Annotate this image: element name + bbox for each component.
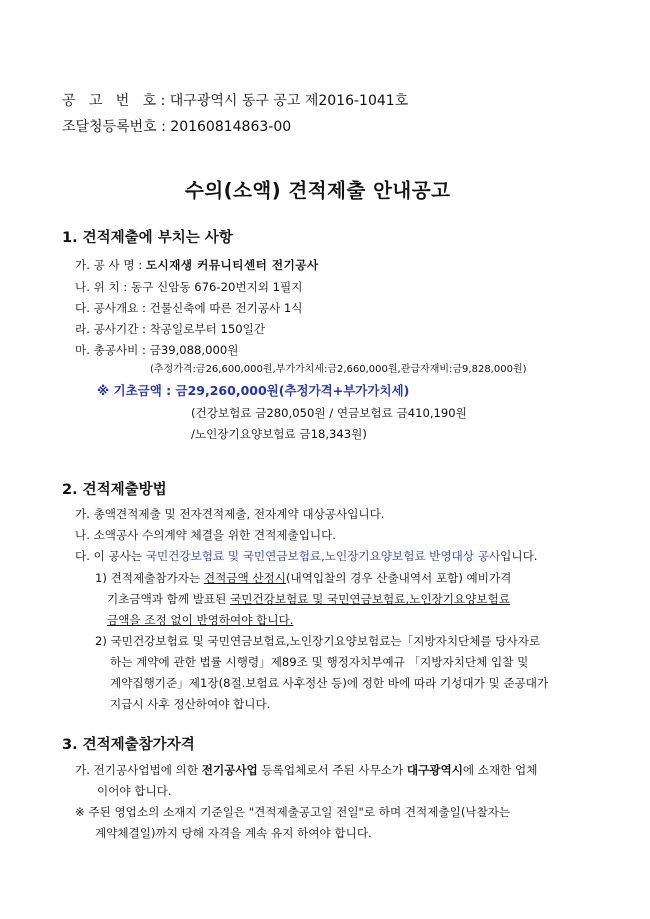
project-name-label: 가. 공 사 명 : <box>75 258 143 272</box>
method-item-c <box>75 548 537 564</box>
qualification-note-line-1: ※ 주된 영업소의 소재지 기준일은 "견적제출공고일 전일"로 하며 견적제출일(낙찰자는 <box>75 805 511 819</box>
sub-item-1-underlined: 견적금액 산정시 <box>203 571 286 585</box>
qualification-electrical-business: 전기공사업 <box>201 763 258 777</box>
section3-heading: 3. 견적제출참가자격 <box>62 737 195 753</box>
registration-number-row <box>62 119 291 135</box>
location-row: 나. 위 치 : 동구 신암동 676-20번지외 1필지 <box>75 280 303 294</box>
insurance-line-1: (건강보험료 금280,050원 / 연금보험료 금410,190원 <box>191 406 467 420</box>
project-name-row <box>75 257 319 273</box>
registration-number-value: 20160814863-00 <box>170 119 292 135</box>
overview-row: 다. 공사개요 : 건물신축에 따른 전기공사 1식 <box>75 301 303 315</box>
sub-item-1-line-1 <box>95 570 511 586</box>
qualification-city: 대구광역시 <box>406 763 463 777</box>
qualification-item-a-suffix: 에 소재한 업체 <box>462 763 538 777</box>
section1-heading: 1. 견적제출에 부치는 사항 <box>62 230 233 246</box>
sub-item-1-line-3: 금액을 조정 없이 반영하여야 합니다. <box>107 613 294 627</box>
sub-item-1-line-2-prefix: 기초금액과 함께 발표된 <box>107 592 231 606</box>
method-item-c-suffix: 입니다. <box>500 549 538 563</box>
method-item-c-highlight: 국민건강보험료 및 국민연금보험료,노인장기요양보험료 반영대상 공사 <box>145 549 501 563</box>
cost-breakdown: (추정가격:금26,600,000원,부가가치세:금2,660,000원,관급자재비:금9,828,000원) <box>150 364 527 375</box>
qualification-note-line-2: 계약체결일)까지 당해 자격을 계속 유지 하여야 합니다. <box>95 826 372 840</box>
method-item-b: 나. 소액공사 수의계약 체결을 위한 견적제출입니다. <box>75 528 336 542</box>
sub-item-1-line-2-underlined: 국민건강보험료 및 국민연금보험료,노인장기요양보험료 <box>230 592 510 606</box>
qualification-item-a-prefix: 가. 전기공사업법에 의한 <box>75 763 202 777</box>
sub-item-2-line-3: 계약집행기준」제1장(8절.보험료 사후정산 등)에 정한 바에 따라 기성대가 및 준공대가 <box>110 676 549 690</box>
insurance-line-2: /노인장기요양보험료 금18,343원) <box>191 427 367 441</box>
method-item-c-prefix: 다. 이 공사는 <box>75 549 146 563</box>
sub-item-2-line-4: 지급시 사후 정산하여야 합니다. <box>110 697 271 711</box>
registration-number-label: 조달청등록번호 : <box>62 119 166 135</box>
project-name-value: 도시재생 커뮤니티센터 전기공사 <box>145 258 319 272</box>
qualification-item-a-line-2: 이어야 합니다. <box>97 784 172 798</box>
sub-item-2-line-1: 2) 국민건강보험료 및 국민연금보험료,노인장기요양보험료는「지방자치단체를 당사자로 <box>95 634 541 648</box>
base-amount: ※ 기초금액 : 금29,260,000원(추정가격+부가가치세) <box>97 383 410 398</box>
notice-number-label: 공 고 번 호 : <box>62 93 166 109</box>
sub-item-1-line-2 <box>107 591 510 607</box>
period-row: 라. 공사기간 : 착공일로부터 150일간 <box>75 322 266 336</box>
sub-item-1-prefix: 1) 견적제출참가자는 <box>95 571 204 585</box>
total-cost-row: 마. 총공사비 : 금39,088,000원 <box>75 343 239 357</box>
notice-number-row <box>62 93 408 109</box>
qualification-item-a-mid: 등록업체로서 주된 사무소가 <box>257 763 407 777</box>
qualification-item-a <box>75 762 537 778</box>
method-item-a: 가. 총액견적제출 및 전자견적제출, 전자계약 대상공사입니다. <box>75 507 385 521</box>
sub-item-2-line-2: 하는 계약에 관한 법률 시행령」제89조 및 행정자치부예규 「지방자치단체 입찰 및 <box>110 655 529 669</box>
document-title: 수의(소액) 견적제출 안내공고 <box>185 179 451 202</box>
section2-heading: 2. 견적제출방법 <box>62 482 167 498</box>
notice-number-value: 대구광역시 동구 공고 제2016-1041호 <box>169 93 409 109</box>
sub-item-1-suffix: (내역입찰의 경우 산출내역서 포함) 예비가격 <box>285 571 512 585</box>
